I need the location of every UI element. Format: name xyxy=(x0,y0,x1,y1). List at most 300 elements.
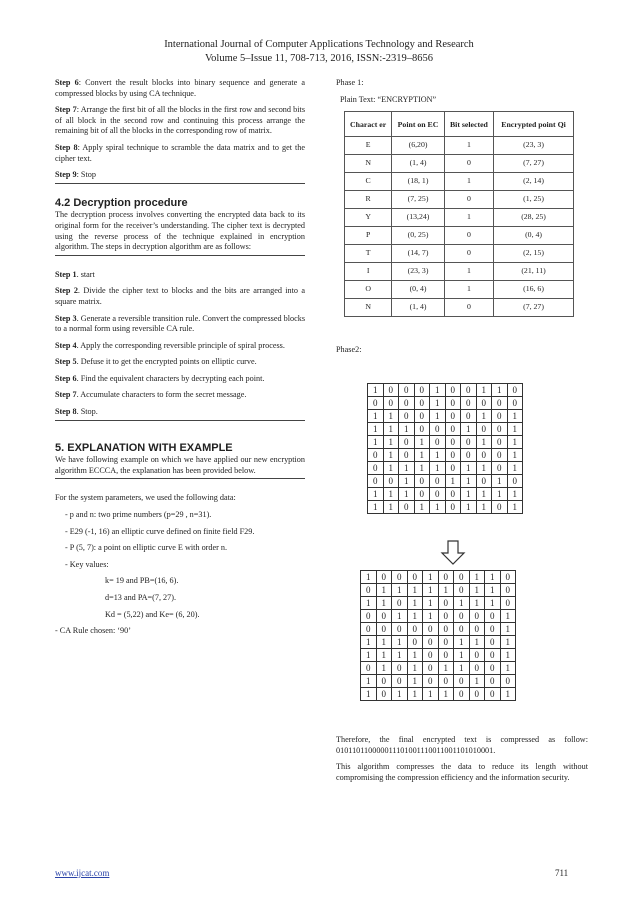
matrix-cell: 0 xyxy=(492,410,508,423)
matrix-cell: 0 xyxy=(445,436,461,449)
step-label: Step 8 xyxy=(55,142,78,152)
matrix-cell: 1 xyxy=(414,462,430,475)
table-row xyxy=(345,263,574,281)
matrix-cell: 1 xyxy=(383,462,399,475)
list-item: - P (5, 7): a point on elliptic curve E with order n. xyxy=(65,543,228,553)
matrix-cell: 0 xyxy=(376,675,392,688)
table-cell: 0 xyxy=(444,299,493,317)
table-row xyxy=(345,299,574,317)
matrix-cell: 0 xyxy=(445,449,461,462)
step-text: : Arrange the first bit of all the blocks in the first row and second bits of all block in the second row and continuing this process arrange the remaining bit of all the blocks in the corresponding row of matrix. xyxy=(55,105,305,136)
matrix-cell: 1 xyxy=(407,649,423,662)
matrix-cell: 0 xyxy=(469,610,485,623)
matrix-cell: 1 xyxy=(392,584,408,597)
matrix-cell: 1 xyxy=(507,501,523,514)
matrix-cell: 1 xyxy=(376,649,392,662)
matrix-row xyxy=(368,475,523,488)
matrix-cell: 0 xyxy=(454,688,470,701)
matrix-cell: 0 xyxy=(507,475,523,488)
matrix-cell: 0 xyxy=(461,384,477,397)
step-item xyxy=(55,78,305,99)
matrix-cell: 0 xyxy=(392,597,408,610)
matrix-cell: 1 xyxy=(476,410,492,423)
matrix-cell: 0 xyxy=(476,397,492,410)
matrix-cell: 0 xyxy=(423,675,439,688)
matrix-cell: 0 xyxy=(376,623,392,636)
matrix-cell: 0 xyxy=(492,501,508,514)
matrix-cell: 1 xyxy=(485,584,501,597)
matrix-cell: 1 xyxy=(507,436,523,449)
bit-matrix-encrypted xyxy=(360,570,516,701)
table-cell: (13,24) xyxy=(392,209,445,227)
matrix-cell: 1 xyxy=(407,662,423,675)
table-cell: R xyxy=(345,191,392,209)
matrix-cell: 0 xyxy=(445,488,461,501)
step-text: . Apply the corresponding reversible principle of spiral process. xyxy=(76,340,285,350)
matrix-cell: 0 xyxy=(469,662,485,675)
matrix-cell: 0 xyxy=(445,501,461,514)
matrix-cell: 1 xyxy=(438,688,454,701)
matrix-cell: 0 xyxy=(500,571,516,584)
matrix-cell: 1 xyxy=(423,688,439,701)
matrix-cell: 1 xyxy=(368,436,384,449)
matrix-cell: 0 xyxy=(399,397,415,410)
list-item: - Key values: xyxy=(65,559,109,569)
matrix-cell: 0 xyxy=(430,436,446,449)
table-cell: 1 xyxy=(444,209,493,227)
matrix-cell: 1 xyxy=(500,623,516,636)
matrix-row xyxy=(368,449,523,462)
matrix-cell: 0 xyxy=(485,688,501,701)
matrix-cell: 1 xyxy=(476,436,492,449)
matrix-cell: 1 xyxy=(361,675,377,688)
step-item xyxy=(55,105,305,137)
matrix-row xyxy=(361,649,516,662)
matrix-cell: 1 xyxy=(392,649,408,662)
matrix-cell: 1 xyxy=(507,423,523,436)
left-column xyxy=(55,78,305,643)
table-cell: P xyxy=(345,227,392,245)
journal-website-link[interactable]: www.ijcat.com xyxy=(55,868,110,878)
step-text: . Accumulate characters to form the secret message. xyxy=(76,390,247,400)
matrix-cell: 0 xyxy=(500,675,516,688)
matrix-cell: 0 xyxy=(485,610,501,623)
matrix-cell: 0 xyxy=(414,423,430,436)
matrix-cell: 0 xyxy=(361,623,377,636)
matrix-cell: 1 xyxy=(476,501,492,514)
matrix-cell: 1 xyxy=(368,384,384,397)
list-item: - E29 (-1, 16) an elliptic curve defined on finite field F29. xyxy=(65,526,255,536)
step-text: : Apply spiral technique to scramble the data matrix and to get the cipher text. xyxy=(55,142,305,163)
matrix-cell: 0 xyxy=(407,636,423,649)
params-intro: For the system parameters, we used the following data: xyxy=(55,493,236,503)
matrix-cell: 1 xyxy=(469,675,485,688)
matrix-cell: 1 xyxy=(361,597,377,610)
matrix-cell: 1 xyxy=(430,449,446,462)
table-cell: (2, 15) xyxy=(494,245,574,263)
step-item xyxy=(55,390,305,401)
matrix-cell: 1 xyxy=(368,410,384,423)
matrix-cell: 0 xyxy=(445,410,461,423)
matrix-cell: 1 xyxy=(414,501,430,514)
matrix-cell: 1 xyxy=(461,423,477,436)
table-cell: 0 xyxy=(444,245,493,263)
step-text: . Divide the cipher text to blocks and the bits are arranged into a square matrix. xyxy=(55,286,306,306)
matrix-cell: 1 xyxy=(476,462,492,475)
matrix-cell: 0 xyxy=(392,623,408,636)
list-item: - p and n: two prime numbers (p=29 , n=31). xyxy=(65,510,212,520)
matrix-cell: 1 xyxy=(423,571,439,584)
matrix-cell: 0 xyxy=(423,649,439,662)
step-text: : Convert the result blocks into binary sequence and generate a compressed blocks by using CA technique. xyxy=(55,78,305,98)
matrix-cell: 1 xyxy=(407,597,423,610)
down-arrow-icon xyxy=(440,540,466,566)
matrix-cell: 0 xyxy=(438,675,454,688)
matrix-cell: 0 xyxy=(445,397,461,410)
matrix-cell: 1 xyxy=(368,423,384,436)
table-cell: T xyxy=(345,245,392,263)
table-cell: O xyxy=(345,281,392,299)
matrix-cell: 1 xyxy=(469,571,485,584)
table-row xyxy=(345,209,574,227)
column-header: Encrypted point Qi xyxy=(494,112,574,137)
matrix-cell: 1 xyxy=(383,449,399,462)
journal-volume: Volume 5–Issue 11, 708-713, 2016, ISSN:-2319–8656 xyxy=(204,53,434,64)
matrix-cell: 0 xyxy=(414,384,430,397)
plain-text-label: Plain Text: “ENCRYPTION” xyxy=(340,94,437,104)
matrix-cell: 1 xyxy=(399,488,415,501)
matrix-cell: 1 xyxy=(376,597,392,610)
column-header: Bit selected xyxy=(444,112,493,137)
matrix-cell: 0 xyxy=(414,488,430,501)
matrix-cell: 1 xyxy=(407,688,423,701)
matrix-cell: 0 xyxy=(454,623,470,636)
matrix-cell: 0 xyxy=(476,423,492,436)
matrix-cell: 0 xyxy=(500,597,516,610)
step-item xyxy=(55,357,305,368)
step-item xyxy=(55,270,305,281)
matrix-cell: 0 xyxy=(392,662,408,675)
table-cell: (14, 7) xyxy=(392,245,445,263)
matrix-cell: 1 xyxy=(507,410,523,423)
step-label: Step 8 xyxy=(55,407,77,417)
table-row xyxy=(345,155,574,173)
matrix-cell: 1 xyxy=(500,636,516,649)
table-row xyxy=(345,227,574,245)
step-text: : Stop xyxy=(76,170,96,180)
matrix-cell: 1 xyxy=(469,584,485,597)
matrix-row xyxy=(361,597,516,610)
matrix-cell: 1 xyxy=(461,488,477,501)
table-cell: (23, 3) xyxy=(494,137,574,155)
matrix-cell: 1 xyxy=(507,462,523,475)
matrix-cell: 0 xyxy=(361,610,377,623)
step-label: Step 4 xyxy=(55,340,77,350)
step-item xyxy=(55,374,305,385)
page-number: 711 xyxy=(555,868,569,878)
matrix-cell: 1 xyxy=(430,397,446,410)
matrix-cell: 1 xyxy=(454,662,470,675)
step-item xyxy=(55,170,305,184)
matrix-row xyxy=(361,610,516,623)
bit-matrix-original xyxy=(367,383,523,514)
matrix-row xyxy=(368,410,523,423)
table-body xyxy=(345,137,574,317)
matrix-cell: 1 xyxy=(383,436,399,449)
matrix-cell: 1 xyxy=(454,649,470,662)
table-header-row xyxy=(345,112,574,137)
matrix-cell: 0 xyxy=(438,571,454,584)
matrix-cell: 0 xyxy=(399,449,415,462)
table-cell: 1 xyxy=(444,281,493,299)
matrix-cell: 0 xyxy=(485,662,501,675)
matrix-cell: 0 xyxy=(454,584,470,597)
table-cell: 0 xyxy=(444,155,493,173)
encryption-steps-list xyxy=(55,78,305,184)
matrix-cell: 0 xyxy=(438,610,454,623)
matrix-cell: 0 xyxy=(476,449,492,462)
matrix-cell: 1 xyxy=(368,501,384,514)
matrix-cell: 1 xyxy=(469,597,485,610)
matrix-cell: 1 xyxy=(492,488,508,501)
matrix-cell: 0 xyxy=(392,571,408,584)
matrix-cell: 1 xyxy=(500,610,516,623)
matrix-row xyxy=(361,688,516,701)
matrix-cell: 0 xyxy=(423,623,439,636)
matrix-cell: 0 xyxy=(454,675,470,688)
step-label: Step 5 xyxy=(55,357,77,367)
matrix-cell: 1 xyxy=(500,688,516,701)
table-cell: Y xyxy=(345,209,392,227)
matrix-cell: 1 xyxy=(407,675,423,688)
matrix-cell: 1 xyxy=(476,488,492,501)
step-item xyxy=(55,143,305,164)
matrix-cell: 0 xyxy=(399,384,415,397)
table-cell: E xyxy=(345,137,392,155)
table-cell: (0, 4) xyxy=(494,227,574,245)
matrix-cell: 1 xyxy=(507,488,523,501)
table-row xyxy=(345,281,574,299)
encryption-table xyxy=(344,111,574,317)
matrix-cell: 0 xyxy=(469,688,485,701)
matrix-cell: 1 xyxy=(383,423,399,436)
table-cell: (0, 25) xyxy=(392,227,445,245)
table-cell: 1 xyxy=(444,263,493,281)
step-text: . Defuse it to get the encrypted points on elliptic curve. xyxy=(76,357,257,367)
table-cell: 1 xyxy=(444,173,493,191)
table-cell: C xyxy=(345,173,392,191)
step-label: Step 2 xyxy=(55,286,78,296)
ca-rule: - CA Rule chosen: ‘90’ xyxy=(55,626,131,636)
matrix-cell: 0 xyxy=(414,410,430,423)
matrix-cell: 1 xyxy=(376,662,392,675)
table-cell: (23, 3) xyxy=(392,263,445,281)
table-cell: (1, 4) xyxy=(392,299,445,317)
matrix-cell: 1 xyxy=(423,584,439,597)
matrix-cell: 1 xyxy=(438,662,454,675)
matrix-cell: 1 xyxy=(361,649,377,662)
parameter-bullets xyxy=(55,510,305,570)
table-cell: (2, 14) xyxy=(494,173,574,191)
matrix-cell: 1 xyxy=(407,584,423,597)
matrix-cell: 1 xyxy=(492,384,508,397)
right-column xyxy=(336,78,588,362)
matrix-cell: 0 xyxy=(507,384,523,397)
matrix-cell: 0 xyxy=(368,462,384,475)
matrix-cell: 0 xyxy=(485,636,501,649)
matrix-cell: 1 xyxy=(430,501,446,514)
step-label: Step 3 xyxy=(55,313,77,323)
matrix-cell: 1 xyxy=(430,384,446,397)
matrix-row xyxy=(368,501,523,514)
matrix-cell: 0 xyxy=(445,423,461,436)
matrix-cell: 0 xyxy=(492,449,508,462)
matrix-cell: 1 xyxy=(399,475,415,488)
table-cell: (18, 1) xyxy=(392,173,445,191)
matrix-row xyxy=(368,462,523,475)
matrix-cell: 0 xyxy=(461,449,477,462)
matrix-cell: 0 xyxy=(507,397,523,410)
matrix-cell: 1 xyxy=(461,501,477,514)
matrix-row xyxy=(361,623,516,636)
matrix-cell: 1 xyxy=(361,688,377,701)
matrix-cell: 0 xyxy=(376,688,392,701)
matrix-row xyxy=(368,384,523,397)
step-item xyxy=(55,407,305,421)
step-label: Step 7 xyxy=(55,390,77,400)
matrix-cell: 1 xyxy=(414,449,430,462)
matrix-cell: 0 xyxy=(376,571,392,584)
matrix-cell: 1 xyxy=(383,410,399,423)
matrix-cell: 0 xyxy=(430,488,446,501)
matrix-cell: 0 xyxy=(469,623,485,636)
matrix-cell: 0 xyxy=(438,649,454,662)
matrix-cell: 0 xyxy=(492,397,508,410)
table-row xyxy=(345,173,574,191)
journal-title: International Journal of Computer Applications Technology and Research xyxy=(164,39,474,50)
table-cell: 0 xyxy=(444,227,493,245)
step-label: Step 6 xyxy=(55,78,79,87)
matrix-cell: 0 xyxy=(461,397,477,410)
matrix-cell: 0 xyxy=(469,649,485,662)
table-cell: I xyxy=(345,263,392,281)
key-value-item: Kd = (5,22) and Ke= (6, 20). xyxy=(105,609,200,619)
step-label: Step 6 xyxy=(55,373,77,383)
matrix-cell: 1 xyxy=(461,475,477,488)
matrix-cell: 0 xyxy=(399,410,415,423)
column-header: Point on EC xyxy=(392,112,445,137)
matrix-row xyxy=(361,571,516,584)
step-text: . Stop. xyxy=(76,407,98,417)
matrix-cell: 0 xyxy=(476,475,492,488)
table-cell: N xyxy=(345,299,392,317)
matrix-cell: 0 xyxy=(485,623,501,636)
matrix-cell: 1 xyxy=(500,662,516,675)
matrix-cell: 0 xyxy=(407,623,423,636)
step-label: Step 9 xyxy=(55,170,77,180)
table-cell: (1, 25) xyxy=(494,191,574,209)
matrix-cell: 0 xyxy=(454,571,470,584)
matrix-row xyxy=(361,584,516,597)
table-cell: (7, 27) xyxy=(494,299,574,317)
matrix-cell: 0 xyxy=(361,662,377,675)
matrix-cell: 0 xyxy=(368,397,384,410)
table-row xyxy=(345,245,574,263)
section-4-2-heading: 4.2 Decryption procedure xyxy=(55,196,188,209)
table-cell: (16, 6) xyxy=(494,281,574,299)
matrix-row xyxy=(361,636,516,649)
conclusion-encrypted-text: Therefore, the final encrypted text is compressed as follow: 010110110000011101001110011001101010001. xyxy=(336,735,588,755)
matrix-cell: 0 xyxy=(368,475,384,488)
matrix-cell: 1 xyxy=(361,636,377,649)
matrix-cell: 1 xyxy=(392,610,408,623)
matrix-cell: 1 xyxy=(392,636,408,649)
matrix-row xyxy=(368,397,523,410)
matrix-cell: 1 xyxy=(438,584,454,597)
step-text: . Generate a reversible transition rule. Convert the compressed blocks to a normal form using reversible CA rule. xyxy=(55,313,306,334)
matrix-cell: 0 xyxy=(376,610,392,623)
matrix-cell: 1 xyxy=(392,688,408,701)
matrix-row xyxy=(368,488,523,501)
table-cell: (7, 27) xyxy=(494,155,574,173)
matrix-cell: 1 xyxy=(445,475,461,488)
matrix-cell: 0 xyxy=(485,675,501,688)
table-cell: 1 xyxy=(444,137,493,155)
matrix-cell: 1 xyxy=(454,597,470,610)
step-text: . start xyxy=(76,269,95,279)
table-cell: (28, 25) xyxy=(494,209,574,227)
matrix-cell: 0 xyxy=(414,475,430,488)
matrix-cell: 0 xyxy=(430,423,446,436)
matrix-cell: 1 xyxy=(430,462,446,475)
journal-header xyxy=(0,38,638,66)
matrix-cell: 0 xyxy=(383,397,399,410)
matrix-row xyxy=(361,675,516,688)
step-label: Step 7 xyxy=(55,105,77,115)
matrix-cell: 1 xyxy=(368,488,384,501)
matrix-cell: 0 xyxy=(492,436,508,449)
matrix-cell: 1 xyxy=(423,597,439,610)
key-value-item: k= 19 and PB=(16, 6). xyxy=(105,576,179,586)
key-values xyxy=(55,576,305,620)
matrix-cell: 0 xyxy=(461,436,477,449)
matrix-cell: 1 xyxy=(399,423,415,436)
section-4-2-intro: The decryption process involves converting the encrypted data back to its original form for the receiver’s understanding. The cipher text is decrypted using the reverse process of the technique explained in encryption algorithm. The steps in decryption algorithm are as follows: xyxy=(55,210,305,255)
matrix-cell: 0 xyxy=(500,584,516,597)
matrix-cell: 1 xyxy=(485,571,501,584)
matrix-cell: 0 xyxy=(399,436,415,449)
step-item xyxy=(55,341,305,352)
matrix-cell: 0 xyxy=(445,384,461,397)
conclusion-summary: This algorithm compresses the data to reduce its length without compromising the compression efficiency and the information security. xyxy=(336,762,588,782)
table-cell: (1, 4) xyxy=(392,155,445,173)
matrix-cell: 0 xyxy=(485,649,501,662)
matrix-cell: 1 xyxy=(476,384,492,397)
matrix-cell: 0 xyxy=(438,623,454,636)
matrix-cell: 1 xyxy=(507,449,523,462)
column-header: Charact er xyxy=(345,112,392,137)
table-cell: (7, 25) xyxy=(392,191,445,209)
matrix-cell: 0 xyxy=(414,397,430,410)
matrix-cell: 0 xyxy=(392,675,408,688)
matrix-cell: 0 xyxy=(407,571,423,584)
matrix-cell: 1 xyxy=(407,610,423,623)
matrix-cell: 0 xyxy=(383,475,399,488)
table-cell: (6,20) xyxy=(392,137,445,155)
step-item xyxy=(55,286,305,307)
matrix-cell: 1 xyxy=(461,462,477,475)
matrix-cell: 0 xyxy=(454,610,470,623)
